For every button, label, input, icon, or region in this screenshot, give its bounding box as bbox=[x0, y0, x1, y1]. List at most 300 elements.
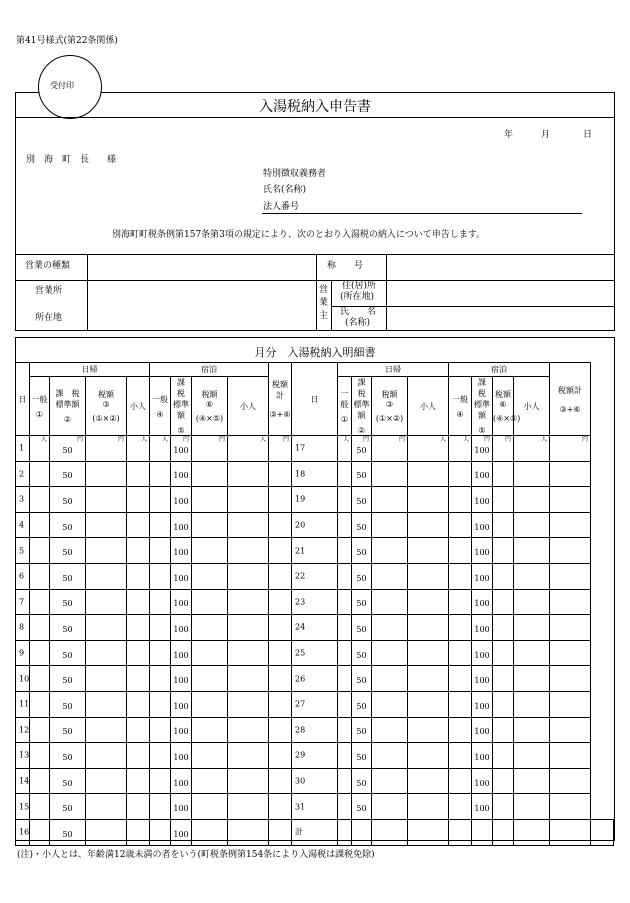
stay-tax-cell[interactable] bbox=[192, 589, 228, 615]
daytrip-tax-cell[interactable] bbox=[372, 666, 408, 692]
total-tax-cell[interactable] bbox=[550, 461, 591, 487]
total-tax-cell[interactable] bbox=[550, 666, 591, 692]
daytrip-rate-cell: 50 bbox=[50, 512, 86, 538]
daytrip-tax-cell[interactable] bbox=[86, 794, 127, 820]
std-stay-header: 課 税 標準額 ⑤ bbox=[472, 377, 493, 436]
daytrip-tax-cell[interactable] bbox=[86, 461, 127, 487]
declaration-text: 別海町町税条例第157条第3項の規定により、次のとおり入湯税の納入について申告します。 bbox=[112, 230, 486, 240]
stay-tax-cell[interactable] bbox=[192, 563, 228, 589]
stay-child-cell[interactable] bbox=[514, 487, 550, 513]
daytrip-rate-cell: 50 bbox=[50, 691, 86, 717]
stay-child-cell[interactable] bbox=[514, 589, 550, 615]
daytrip-tax-cell[interactable] bbox=[86, 640, 127, 666]
total-row-cell[interactable] bbox=[493, 819, 514, 845]
stay-tax-cell[interactable] bbox=[493, 487, 514, 513]
total-row-cell[interactable] bbox=[472, 819, 493, 845]
daytrip-child-cell[interactable] bbox=[408, 512, 449, 538]
daytrip-child-cell[interactable] bbox=[408, 640, 449, 666]
table-row bbox=[16, 743, 630, 769]
daytrip-child-cell[interactable] bbox=[127, 691, 150, 717]
daytrip-tax-cell[interactable] bbox=[372, 461, 408, 487]
daytrip-child-cell[interactable]: 人 bbox=[127, 436, 150, 462]
daytrip-general-cell[interactable] bbox=[30, 563, 50, 589]
total-tax-cell[interactable] bbox=[550, 538, 591, 564]
stay-child-cell[interactable] bbox=[514, 640, 550, 666]
daytrip-child-cell[interactable] bbox=[408, 666, 449, 692]
date-day: 日 bbox=[583, 130, 593, 140]
stay-general-cell[interactable] bbox=[449, 743, 472, 769]
office-label: 営業所 bbox=[35, 286, 63, 296]
day-cell: 15 bbox=[16, 794, 30, 820]
total-tax-cell[interactable] bbox=[269, 538, 292, 564]
day-cell: 31 bbox=[292, 794, 338, 820]
daytrip-child-cell[interactable] bbox=[408, 794, 449, 820]
stay-child-cell[interactable] bbox=[514, 538, 550, 564]
stay-tax-cell[interactable] bbox=[192, 819, 228, 845]
stay-tax-cell[interactable]: 円 bbox=[493, 436, 514, 462]
day-cell: 18 bbox=[292, 461, 338, 487]
daytrip-child-cell[interactable] bbox=[127, 666, 150, 692]
daytrip-general-cell[interactable] bbox=[338, 589, 352, 615]
daytrip-rate-cell: 50 bbox=[352, 589, 372, 615]
stay-general-cell[interactable] bbox=[449, 461, 472, 487]
table-row bbox=[16, 436, 630, 462]
stay-tax-cell[interactable] bbox=[192, 717, 228, 743]
stay-rate-cell: 100 bbox=[472, 589, 493, 615]
total-tax-cell[interactable] bbox=[269, 768, 292, 794]
daytrip-tax-cell[interactable] bbox=[372, 717, 408, 743]
total-tax-cell[interactable] bbox=[269, 743, 292, 769]
daytrip-child-cell[interactable] bbox=[408, 487, 449, 513]
stay-general-cell[interactable] bbox=[150, 640, 171, 666]
child-daytrip-header: 小人 bbox=[408, 377, 449, 436]
day-cell: 19 bbox=[292, 487, 338, 513]
daytrip-rate-cell: 50 bbox=[50, 666, 86, 692]
stay-child-cell[interactable] bbox=[514, 563, 550, 589]
stay-general-cell[interactable] bbox=[449, 691, 472, 717]
total-tax-cell[interactable] bbox=[550, 615, 591, 641]
total-tax-cell[interactable] bbox=[269, 666, 292, 692]
daytrip-header: 日帰 bbox=[338, 363, 449, 377]
stay-general-cell[interactable] bbox=[150, 666, 171, 692]
stay-general-cell[interactable] bbox=[150, 487, 171, 513]
total-tax-cell[interactable] bbox=[269, 615, 292, 641]
stay-rate-cell: 100 bbox=[472, 563, 493, 589]
daytrip-child-cell[interactable] bbox=[408, 691, 449, 717]
taxpayer-role: 特別徴収義務者 bbox=[263, 169, 327, 179]
stay-child-cell[interactable] bbox=[514, 512, 550, 538]
stay-general-cell[interactable] bbox=[449, 666, 472, 692]
stay-general-cell[interactable] bbox=[449, 640, 472, 666]
total-tax-cell[interactable] bbox=[550, 512, 591, 538]
total-tax-cell[interactable] bbox=[269, 819, 292, 845]
stay-general-cell[interactable] bbox=[150, 691, 171, 717]
general-stay-header: 一般 ④ bbox=[449, 377, 472, 436]
daytrip-rate-cell: 円 50 bbox=[50, 436, 86, 462]
daytrip-child-cell[interactable] bbox=[127, 589, 150, 615]
stay-child-cell[interactable] bbox=[514, 691, 550, 717]
daytrip-child-cell[interactable] bbox=[127, 461, 150, 487]
stay-general-cell[interactable] bbox=[150, 819, 171, 845]
stay-rate-cell: 円 100 bbox=[472, 436, 493, 462]
total-tax-cell[interactable] bbox=[269, 563, 292, 589]
stay-general-cell[interactable] bbox=[449, 563, 472, 589]
stay-tax-cell[interactable]: 円 bbox=[192, 436, 228, 462]
daytrip-child-cell[interactable] bbox=[408, 768, 449, 794]
stay-rate-cell: 100 bbox=[472, 691, 493, 717]
day-cell: 24 bbox=[292, 615, 338, 641]
stay-general-cell[interactable] bbox=[150, 538, 171, 564]
stay-tax-cell[interactable] bbox=[493, 691, 514, 717]
stay-child-cell[interactable] bbox=[514, 717, 550, 743]
table-row bbox=[16, 512, 630, 538]
daytrip-rate-cell: 50 bbox=[352, 615, 372, 641]
daytrip-rate-cell: 50 bbox=[50, 487, 86, 513]
stay-tax-cell[interactable] bbox=[192, 743, 228, 769]
stay-child-cell[interactable] bbox=[228, 487, 269, 513]
stay-general-cell[interactable] bbox=[449, 589, 472, 615]
stay-general-cell[interactable] bbox=[449, 717, 472, 743]
daytrip-tax-cell[interactable] bbox=[372, 563, 408, 589]
daytrip-general-cell[interactable] bbox=[30, 538, 50, 564]
stay-child-cell[interactable] bbox=[514, 615, 550, 641]
total-row-cell[interactable] bbox=[449, 819, 472, 845]
day-cell: 9 bbox=[16, 640, 30, 666]
daytrip-general-cell[interactable] bbox=[338, 512, 352, 538]
stay-general-cell[interactable] bbox=[449, 512, 472, 538]
daytrip-child-cell[interactable] bbox=[127, 538, 150, 564]
daytrip-child-cell[interactable] bbox=[127, 615, 150, 641]
daytrip-tax-cell[interactable] bbox=[86, 768, 127, 794]
stay-child-cell[interactable] bbox=[228, 743, 269, 769]
stay-tax-cell[interactable] bbox=[192, 768, 228, 794]
daytrip-tax-cell[interactable] bbox=[372, 768, 408, 794]
daytrip-child-cell[interactable] bbox=[127, 640, 150, 666]
daytrip-general-cell[interactable] bbox=[338, 615, 352, 641]
stay-tax-cell[interactable] bbox=[493, 461, 514, 487]
daytrip-general-cell[interactable] bbox=[338, 666, 352, 692]
total-tax-cell[interactable] bbox=[550, 717, 591, 743]
daytrip-tax-cell[interactable] bbox=[86, 819, 127, 845]
daytrip-general-cell[interactable] bbox=[30, 768, 50, 794]
day-cell: 3 bbox=[16, 487, 30, 513]
total-tax-cell[interactable] bbox=[550, 768, 591, 794]
daytrip-header: 日帰 bbox=[30, 363, 150, 377]
daytrip-child-cell[interactable] bbox=[408, 538, 449, 564]
stay-child-cell[interactable]: 人 bbox=[514, 436, 550, 462]
corp-number-label: 法人番号 bbox=[263, 202, 300, 212]
std-daytrip-header: 課 税 標準額 ② bbox=[50, 377, 86, 436]
daytrip-child-cell[interactable] bbox=[127, 563, 150, 589]
stay-tax-cell[interactable] bbox=[493, 589, 514, 615]
stay-general-cell[interactable] bbox=[150, 743, 171, 769]
stay-child-cell[interactable] bbox=[228, 512, 269, 538]
day-cell: 6 bbox=[16, 563, 30, 589]
daytrip-tax-cell[interactable] bbox=[86, 589, 127, 615]
stay-tax-cell[interactable] bbox=[493, 615, 514, 641]
daytrip-general-cell[interactable] bbox=[338, 794, 352, 820]
total-tax-cell[interactable] bbox=[550, 743, 591, 769]
total-tax-cell[interactable] bbox=[550, 589, 591, 615]
stay-tax-cell[interactable] bbox=[192, 640, 228, 666]
stay-child-cell[interactable] bbox=[228, 768, 269, 794]
total-row-cell[interactable] bbox=[338, 819, 352, 845]
daytrip-child-cell[interactable] bbox=[127, 768, 150, 794]
stay-general-cell[interactable] bbox=[150, 563, 171, 589]
total-tax-cell[interactable] bbox=[269, 640, 292, 666]
stay-child-cell[interactable] bbox=[228, 563, 269, 589]
daytrip-general-cell[interactable] bbox=[338, 717, 352, 743]
daytrip-general-cell[interactable] bbox=[30, 819, 50, 845]
total-tax-cell[interactable]: 円 bbox=[269, 436, 292, 462]
stay-general-cell[interactable] bbox=[150, 461, 171, 487]
stay-child-cell[interactable] bbox=[514, 666, 550, 692]
daytrip-general-cell[interactable] bbox=[30, 691, 50, 717]
daytrip-general-cell[interactable]: 人 bbox=[338, 436, 352, 462]
stay-general-cell[interactable] bbox=[150, 589, 171, 615]
daytrip-tax-cell[interactable] bbox=[86, 691, 127, 717]
stay-tax-cell[interactable] bbox=[493, 538, 514, 564]
total-tax-cell[interactable] bbox=[550, 794, 591, 820]
stay-child-cell[interactable] bbox=[514, 794, 550, 820]
daytrip-child-cell[interactable] bbox=[408, 717, 449, 743]
stay-general-cell[interactable] bbox=[150, 768, 171, 794]
stay-general-cell[interactable] bbox=[150, 717, 171, 743]
stay-general-cell[interactable] bbox=[150, 794, 171, 820]
daytrip-child-cell[interactable] bbox=[127, 794, 150, 820]
stay-child-cell[interactable] bbox=[228, 461, 269, 487]
total-row-cell[interactable] bbox=[372, 819, 408, 845]
total-tax-cell[interactable] bbox=[269, 487, 292, 513]
day-cell: 20 bbox=[292, 512, 338, 538]
daytrip-rate-cell: 50 bbox=[352, 461, 372, 487]
stay-child-cell[interactable] bbox=[514, 768, 550, 794]
daytrip-tax-cell[interactable] bbox=[372, 691, 408, 717]
daytrip-child-cell[interactable] bbox=[127, 717, 150, 743]
daytrip-general-cell[interactable] bbox=[338, 768, 352, 794]
total-tax-cell[interactable] bbox=[550, 487, 591, 513]
daytrip-child-cell[interactable] bbox=[127, 743, 150, 769]
stay-tax-cell[interactable] bbox=[192, 691, 228, 717]
total-row-cell[interactable] bbox=[408, 819, 449, 845]
stay-tax-cell[interactable] bbox=[493, 768, 514, 794]
daytrip-tax-cell[interactable] bbox=[372, 512, 408, 538]
total-row-cell[interactable] bbox=[514, 819, 550, 845]
stay-general-cell[interactable] bbox=[449, 538, 472, 564]
total-tax-cell[interactable] bbox=[550, 563, 591, 589]
daytrip-general-cell[interactable] bbox=[30, 640, 50, 666]
stay-tax-cell[interactable] bbox=[192, 461, 228, 487]
total-tax-cell[interactable] bbox=[269, 691, 292, 717]
daytrip-general-cell[interactable] bbox=[30, 717, 50, 743]
daytrip-general-cell[interactable] bbox=[30, 461, 50, 487]
stay-general-cell[interactable]: 人 bbox=[449, 436, 472, 462]
daytrip-general-cell[interactable] bbox=[338, 538, 352, 564]
daytrip-tax-cell[interactable] bbox=[372, 743, 408, 769]
stay-tax-cell[interactable] bbox=[192, 538, 228, 564]
stay-child-cell[interactable] bbox=[228, 589, 269, 615]
daytrip-tax-cell[interactable] bbox=[86, 717, 127, 743]
total-tax-cell[interactable] bbox=[269, 512, 292, 538]
daytrip-general-cell[interactable] bbox=[30, 512, 50, 538]
daytrip-general-cell[interactable] bbox=[30, 743, 50, 769]
stay-tax-cell[interactable] bbox=[192, 666, 228, 692]
stay-child-cell[interactable] bbox=[228, 615, 269, 641]
stay-tax-cell[interactable] bbox=[493, 563, 514, 589]
daytrip-tax-cell[interactable] bbox=[372, 640, 408, 666]
stay-rate-cell: 100 bbox=[171, 487, 192, 513]
daytrip-tax-cell[interactable] bbox=[86, 743, 127, 769]
stay-tax-cell[interactable] bbox=[192, 512, 228, 538]
child-stay-header: 小人 bbox=[228, 377, 269, 436]
table-row bbox=[16, 819, 630, 845]
daytrip-child-cell[interactable] bbox=[408, 563, 449, 589]
daytrip-child-cell[interactable] bbox=[408, 589, 449, 615]
addressee: 別 海 町 長 様 bbox=[26, 155, 117, 165]
stay-tax-cell[interactable] bbox=[493, 794, 514, 820]
total-tax-cell[interactable] bbox=[269, 717, 292, 743]
owner-address-sub: (所在地) bbox=[340, 292, 375, 302]
stay-child-cell[interactable] bbox=[228, 538, 269, 564]
footnote: (注)・小人とは、年齢満12歳未満の者をいう(町税条例第154条により入湯税は課税免除) bbox=[17, 850, 375, 860]
stay-header: 宿泊 bbox=[449, 363, 550, 377]
table-row bbox=[16, 691, 630, 717]
daytrip-child-cell[interactable] bbox=[127, 487, 150, 513]
daytrip-rate-cell: 50 bbox=[50, 640, 86, 666]
total-tax-cell[interactable] bbox=[550, 640, 591, 666]
daytrip-rate-cell: 50 bbox=[352, 640, 372, 666]
day-header: 日 bbox=[292, 363, 338, 436]
stay-rate-cell: 100 bbox=[171, 819, 192, 845]
day-header: 日 bbox=[16, 363, 30, 436]
stay-child-cell[interactable] bbox=[228, 691, 269, 717]
total-tax-cell[interactable] bbox=[269, 461, 292, 487]
child-stay-header: 小人 bbox=[514, 377, 550, 436]
stay-rate-cell: 100 bbox=[472, 743, 493, 769]
daytrip-child-cell[interactable] bbox=[408, 615, 449, 641]
stay-general-cell[interactable] bbox=[449, 768, 472, 794]
daytrip-tax-cell[interactable] bbox=[372, 487, 408, 513]
stay-general-cell[interactable] bbox=[449, 487, 472, 513]
stay-rate-cell: 100 bbox=[472, 794, 493, 820]
stay-general-cell[interactable] bbox=[150, 615, 171, 641]
stay-rate-cell: 100 bbox=[472, 666, 493, 692]
total-row-label: 計 bbox=[292, 819, 338, 845]
daytrip-rate-cell: 50 bbox=[352, 794, 372, 820]
daytrip-tax-cell[interactable] bbox=[86, 615, 127, 641]
daytrip-tax-cell[interactable] bbox=[86, 538, 127, 564]
stay-child-cell[interactable] bbox=[228, 666, 269, 692]
total-tax-cell[interactable]: 円 bbox=[550, 436, 591, 462]
stay-general-cell[interactable]: 人 bbox=[150, 436, 171, 462]
daytrip-general-cell[interactable] bbox=[30, 615, 50, 641]
stay-child-cell[interactable] bbox=[514, 461, 550, 487]
total-tax-cell[interactable] bbox=[550, 691, 591, 717]
stay-child-cell[interactable] bbox=[228, 717, 269, 743]
location-label: 所在地 bbox=[35, 313, 63, 323]
day-cell: 7 bbox=[16, 589, 30, 615]
stay-child-cell[interactable] bbox=[228, 794, 269, 820]
business-name-label: 称 号 bbox=[327, 261, 364, 271]
daytrip-tax-cell[interactable] bbox=[372, 794, 408, 820]
stay-tax-cell[interactable] bbox=[493, 717, 514, 743]
day-cell: 27 bbox=[292, 691, 338, 717]
total-tax-cell[interactable] bbox=[269, 589, 292, 615]
corp-number-line bbox=[262, 213, 582, 214]
stay-child-cell[interactable] bbox=[228, 819, 269, 845]
daytrip-general-cell[interactable] bbox=[30, 589, 50, 615]
daytrip-tax-cell[interactable] bbox=[86, 563, 127, 589]
daytrip-general-cell[interactable] bbox=[30, 487, 50, 513]
stay-tax-cell[interactable] bbox=[192, 794, 228, 820]
total-tax-cell[interactable] bbox=[269, 794, 292, 820]
daytrip-general-cell[interactable] bbox=[338, 487, 352, 513]
daytrip-general-cell[interactable] bbox=[338, 743, 352, 769]
day-cell: 8 bbox=[16, 615, 30, 641]
stay-general-cell[interactable] bbox=[449, 794, 472, 820]
stay-general-cell[interactable] bbox=[449, 615, 472, 641]
stay-child-cell[interactable] bbox=[514, 743, 550, 769]
stay-tax-cell[interactable] bbox=[192, 615, 228, 641]
daytrip-general-cell[interactable] bbox=[338, 640, 352, 666]
daytrip-tax-cell[interactable] bbox=[86, 512, 127, 538]
stay-rate-cell: 100 bbox=[171, 512, 192, 538]
daytrip-tax-cell[interactable] bbox=[372, 615, 408, 641]
stay-tax-cell[interactable] bbox=[192, 487, 228, 513]
stay-rate-cell: 100 bbox=[171, 691, 192, 717]
daytrip-general-cell[interactable] bbox=[338, 563, 352, 589]
day-cell: 16 bbox=[16, 819, 30, 845]
day-cell: 4 bbox=[16, 512, 30, 538]
stay-tax-cell[interactable] bbox=[493, 743, 514, 769]
total-row-cell[interactable] bbox=[550, 819, 591, 845]
daytrip-general-cell[interactable] bbox=[30, 794, 50, 820]
day-cell: 13 bbox=[16, 743, 30, 769]
stay-tax-cell[interactable] bbox=[493, 640, 514, 666]
daytrip-tax-cell[interactable] bbox=[372, 589, 408, 615]
daytrip-rate-cell: 50 bbox=[50, 615, 86, 641]
day-cell: 30 bbox=[292, 768, 338, 794]
stay-child-cell[interactable] bbox=[228, 640, 269, 666]
daytrip-child-cell[interactable] bbox=[408, 743, 449, 769]
total-row-cell[interactable] bbox=[352, 819, 372, 845]
daytrip-general-cell[interactable]: 人 bbox=[30, 436, 50, 462]
daytrip-rate-cell: 50 bbox=[50, 461, 86, 487]
daytrip-tax-cell[interactable] bbox=[86, 487, 127, 513]
daytrip-general-cell[interactable] bbox=[338, 461, 352, 487]
stay-tax-cell[interactable] bbox=[493, 512, 514, 538]
daytrip-child-cell[interactable] bbox=[127, 512, 150, 538]
daytrip-child-cell[interactable] bbox=[127, 819, 150, 845]
stay-tax-cell[interactable] bbox=[493, 666, 514, 692]
daytrip-child-cell[interactable]: 人 bbox=[408, 436, 449, 462]
stay-rate-cell: 100 bbox=[472, 768, 493, 794]
daytrip-rate-cell: 50 bbox=[352, 743, 372, 769]
daytrip-general-cell[interactable] bbox=[30, 666, 50, 692]
daytrip-general-cell[interactable] bbox=[338, 691, 352, 717]
daytrip-tax-cell[interactable]: 円 bbox=[86, 436, 127, 462]
daytrip-child-cell[interactable] bbox=[408, 461, 449, 487]
total-row-cell[interactable] bbox=[591, 819, 614, 845]
table-row bbox=[16, 717, 630, 743]
daytrip-tax-cell[interactable] bbox=[86, 666, 127, 692]
day-cell: 22 bbox=[292, 563, 338, 589]
daytrip-tax-cell[interactable] bbox=[372, 538, 408, 564]
stay-child-cell[interactable]: 人 bbox=[228, 436, 269, 462]
daytrip-tax-cell[interactable]: 円 bbox=[372, 436, 408, 462]
stay-general-cell[interactable] bbox=[150, 512, 171, 538]
date-month: 月 bbox=[541, 130, 551, 140]
